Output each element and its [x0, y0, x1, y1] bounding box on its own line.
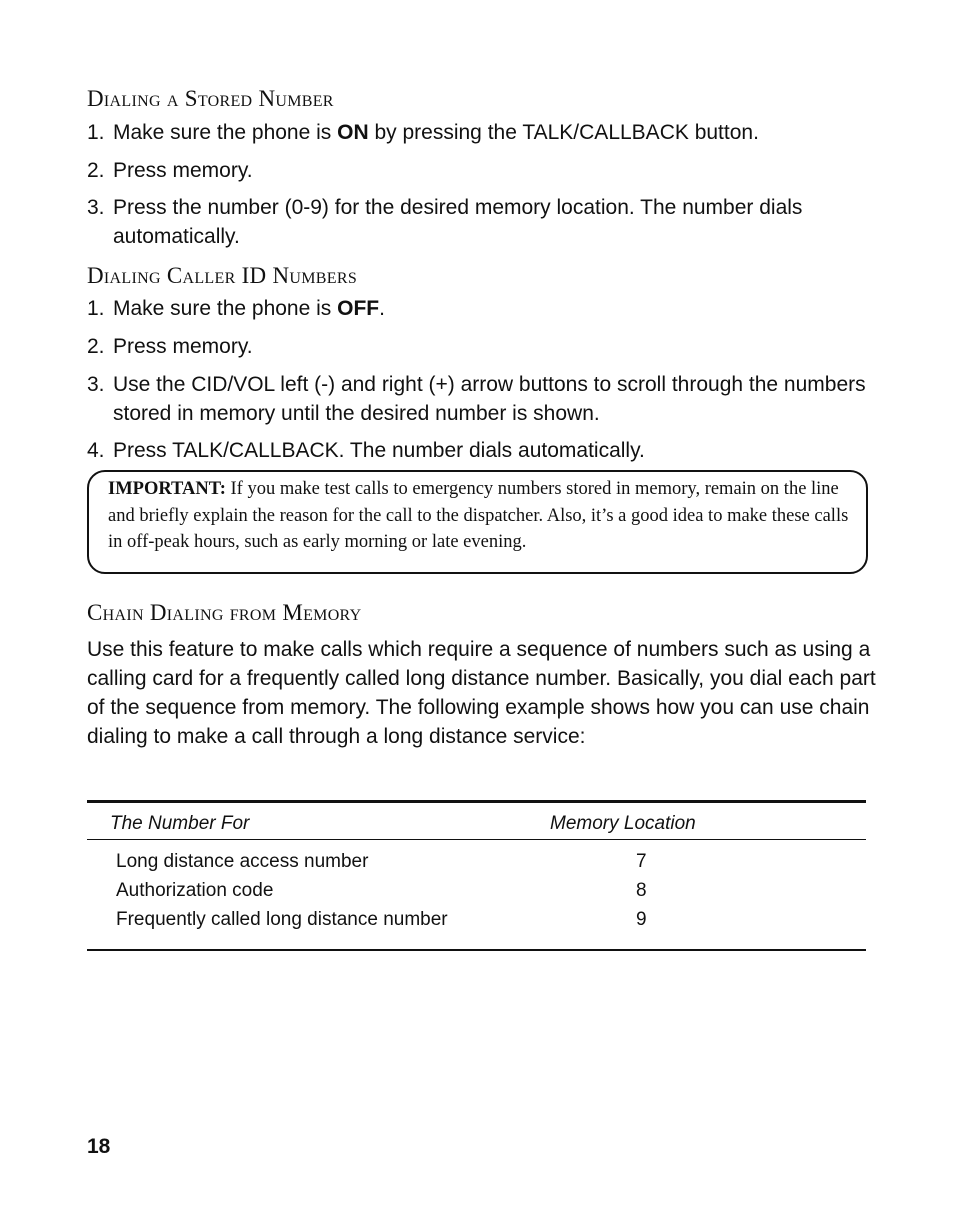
important-label: IMPORTANT:: [108, 479, 226, 499]
table-body: [87, 848, 866, 949]
step-text: Press TALK/CALLBACK. The number dials automatically.: [113, 439, 645, 462]
memory-location-table: [87, 800, 866, 951]
table-cell-label: Long distance access number: [116, 851, 369, 872]
step-number: 1.: [87, 297, 105, 320]
step-text: [113, 294, 877, 323]
section-heading-dialing-caller-id: Dialing Caller ID Numbers: [87, 263, 358, 288]
table-cell-value: 8: [636, 880, 647, 901]
table-header-row: [87, 803, 866, 839]
table-header-memory-location: Memory Location: [550, 813, 696, 834]
step-number: 2.: [87, 159, 105, 182]
step-text: Press memory.: [113, 335, 253, 358]
table-row: [87, 877, 866, 906]
step-1-phone-off: [87, 294, 877, 323]
step-text: [113, 118, 877, 147]
chain-dialing-paragraph: Use this feature to make calls which require a sequence of numbers such as using a calling card for a frequently called long distance number. Basically, you dial each part of the sequence from memory. The following example shows how you can use chain dialing to make a call through a long distance service:: [87, 638, 876, 748]
step-number: 1.: [87, 121, 105, 144]
step-text-post: by pressing the TALK/CALLBACK button.: [368, 121, 759, 144]
step-number: 3.: [87, 196, 105, 219]
step-2-press-memory: [87, 156, 877, 185]
table-cell-value: 7: [636, 851, 647, 872]
step-text-pre: Make sure the phone is: [113, 297, 338, 320]
step-text-bold: OFF: [337, 297, 380, 320]
step-3-scroll-cid: [87, 370, 877, 428]
step-4-press-talk: [87, 436, 877, 465]
step-text: Press memory.: [113, 159, 253, 182]
page-number: 18: [87, 1135, 111, 1158]
step-number: 2.: [87, 335, 105, 358]
step-number: 4.: [87, 439, 105, 462]
step-text: Press the number (0-9) for the desired memory location. The number dials automatically.: [113, 196, 803, 248]
important-notice-box: [87, 470, 868, 574]
table-cell-label: Frequently called long distance number: [116, 909, 448, 930]
step-text-bold: ON: [337, 121, 369, 144]
step-3-press-number: [87, 193, 877, 251]
section-heading-chain-dialing: Chain Dialing from Memory: [87, 600, 362, 625]
table-header-number-for: The Number For: [110, 813, 250, 834]
important-text: If you make test calls to emergency numbers stored in memory, remain on the line and briefly explain the reason for the call to the dispatcher. Also, it’s a good idea to make these calls in off-peak hours, such as early morning or late evening.: [108, 479, 849, 552]
table-row: [87, 848, 866, 877]
step-number: 3.: [87, 373, 105, 396]
table-row: [87, 906, 866, 935]
table-cell-value: 9: [636, 909, 647, 930]
step-text-post: .: [379, 297, 385, 320]
table-bottom-rule: [87, 949, 866, 951]
step-text: Use the CID/VOL left (-) and right (+) arrow buttons to scroll through the numbers stored in memory until the desired number is shown.: [113, 373, 866, 425]
table-cell-label: Authorization code: [116, 880, 274, 901]
step-1-phone-on: [87, 118, 877, 147]
section-heading-dialing-stored-number: Dialing a Stored Number: [87, 86, 334, 111]
step-text-pre: Make sure the phone is: [113, 121, 338, 144]
table-header-rule: [87, 839, 866, 840]
step-2-press-memory: [87, 332, 877, 361]
